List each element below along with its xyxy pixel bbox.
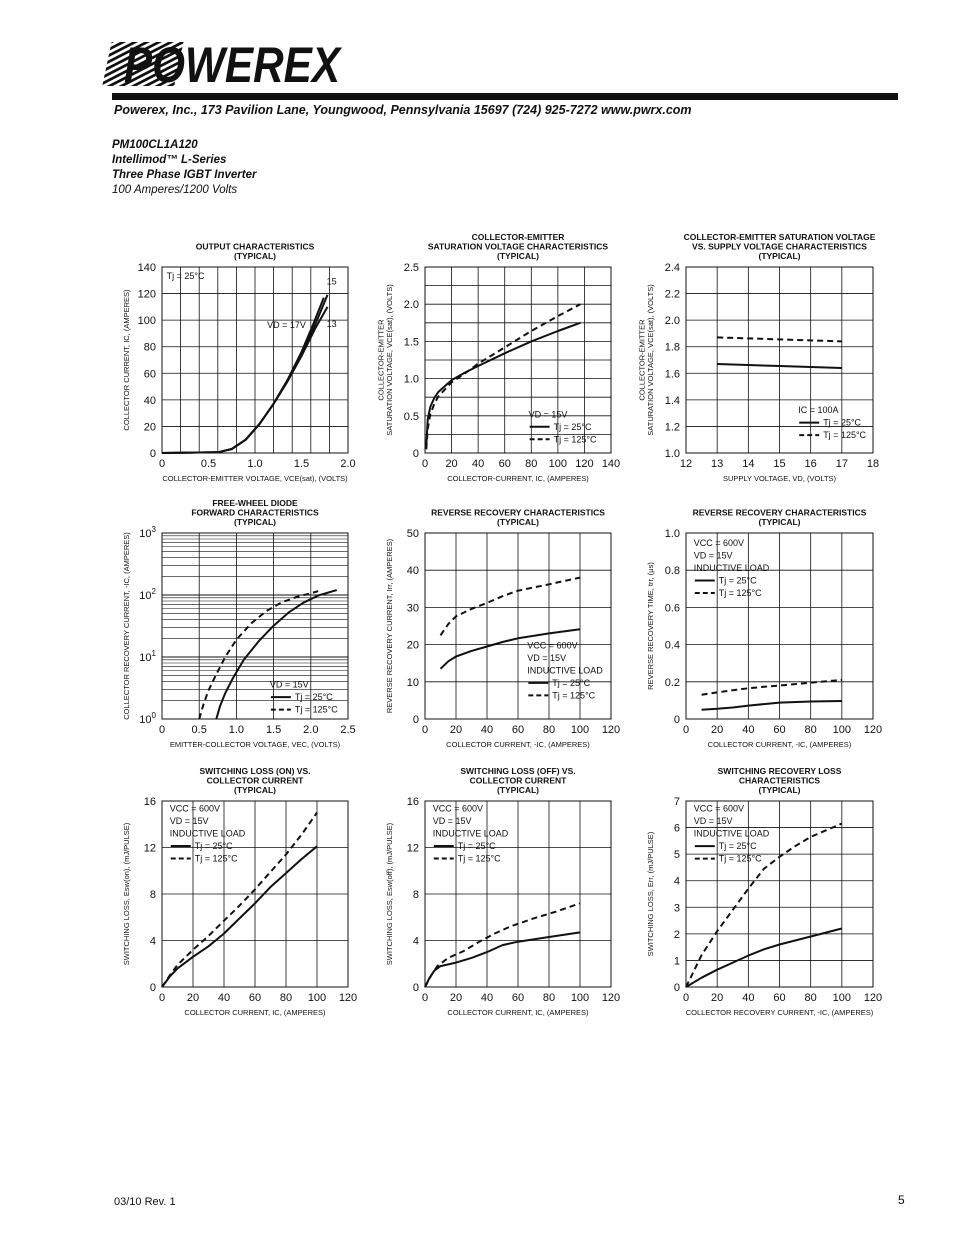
x-tick-label: 80 [804,992,817,1004]
series-name: Intellimod™ L-Series [112,154,227,166]
y-tick-label: 0 [673,982,680,994]
legend-text: VCC = 600V [693,803,745,814]
x-tick-label: 2.0 [303,724,319,736]
x-tick-label: 40 [480,992,494,1004]
x-tick-label: 40 [742,724,755,736]
x-tick-label: 13 [711,458,724,470]
x-axis-label: COLLECTOR CURRENT, IC, (AMPERES) [447,1008,589,1017]
x-tick-label: 2.5 [340,724,356,736]
y-tick-label: 2 [673,928,680,941]
chart-title: (TYPICAL) [233,785,277,795]
x-tick-label: 20 [711,992,724,1004]
chart-title: SWITCHING RECOVERY LOSS [717,766,842,776]
y-tick-label: $10^0$ [139,711,156,726]
legend-text: VCC = 600V [169,803,221,814]
y-tick-label: 10 [406,676,419,689]
x-tick-label: 100 [307,992,327,1004]
x-tick-label: 0 [421,458,429,470]
x-tick-label: 20 [711,724,724,736]
x-tick-label: 120 [575,458,594,470]
y-tick-label: 3 [673,902,680,915]
legend-text: IC = 100A [798,405,839,416]
y-tick-label: 7 [673,796,680,808]
legend-text: VD = 15V [269,679,309,690]
legend-text: Tj = 25°C [553,421,592,432]
x-tick-label: 1.5 [265,724,282,736]
y-axis-label: COLLECTOR-EMITTER [637,319,647,401]
y-tick-label: 0.6 [664,602,680,615]
y-tick-label: 16 [406,796,419,808]
chart-title: CHARACTERISTICS [738,775,821,786]
legend-text: Tj = 25°C [457,840,496,851]
y-tick-label: 20 [406,639,419,652]
rating: 100 Amperes/1200 Volts [112,184,238,196]
legend-text: VCC = 600V [527,640,578,651]
x-tick-label: 16 [804,458,817,470]
y-tick-exponent: 3 [151,525,156,534]
y-tick-label: 5 [673,849,680,862]
y-tick-label: 0.4 [664,639,680,652]
series-line-dashed [441,578,581,636]
y-tick-label: 30 [406,602,419,615]
y-tick-label: 40 [406,565,419,578]
chart-c5 [385,508,620,750]
x-tick-label: 100 [570,724,590,736]
x-tick-label: 1.5 [293,458,310,470]
x-tick-label: 40 [742,992,755,1004]
legend-text: Tj = 125°C [194,853,238,864]
x-tick-label: 0.5 [200,458,217,470]
chart-title: (TYPICAL) [496,251,540,261]
series-line-dashed [686,824,842,987]
x-tick-label: 120 [338,992,358,1004]
y-axis-label: SWITCHING LOSS, Err, (mJ/PULSE) [646,831,655,957]
x-tick-label: 60 [511,992,525,1004]
x-tick-label: 20 [449,992,463,1004]
y-tick-exponent: 2 [151,587,156,596]
chart-c2 [377,232,621,483]
legend-text: INDUCTIVE LOAD [527,665,603,676]
y-tick-label: 12 [143,842,156,855]
series-line-solid [162,846,317,987]
page-number: 5 [898,1193,905,1207]
y-tick-label: 1.4 [664,394,680,407]
y-axis-label: COLLECTOR RECOVERY CURRENT, -IC, (AMPERES) [122,532,131,720]
y-tick-label: 2.0 [403,299,419,312]
company-address: Powerex, Inc., 173 Pavilion Lane, Youngwood, Pennsylvania 15697 (724) 925-7272 www.pwrx.com [114,103,692,117]
series-line-solid [686,929,842,988]
y-tick-label: 120 [137,288,156,301]
x-tick-label: 100 [832,724,852,736]
chart-title: (TYPICAL) [233,517,277,527]
product-name: Three Phase IGBT Inverter [112,169,257,181]
y-tick-label: 0 [412,448,419,460]
x-tick-label: 0.5 [191,724,207,736]
x-axis-label: COLLECTOR CURRENT, IC, (AMPERES) [184,1008,326,1017]
legend-text: INDUCTIVE LOAD [169,828,246,839]
y-tick-label: 4 [412,935,419,948]
chart-title: REVERSE RECOVERY CHARACTERISTICS [431,507,605,518]
x-tick-label: 60 [511,724,525,736]
y-axis-label: REVERSE RECOVERY TIME, trr, (μs) [646,562,655,690]
x-tick-label: 60 [773,724,786,736]
legend-text: INDUCTIVE LOAD [693,828,770,839]
y-tick-label: 2.0 [664,315,680,328]
x-tick-label: 12 [679,458,693,470]
revision: 03/10 Rev. 1 [114,1196,176,1208]
x-tick-label: 120 [863,724,883,736]
x-tick-label: 0 [421,992,429,1004]
chart-c4 [122,498,356,749]
x-axis-label: SUPPLY VOLTAGE, VD, (VOLTS) [722,474,837,483]
chart-title: (TYPICAL) [233,251,277,261]
y-tick-label: 0 [149,982,156,994]
chart-title: SWITCHING LOSS (ON) VS. [199,766,311,776]
y-tick-label: 4 [149,935,156,948]
y-tick-label: 0 [412,714,419,726]
x-tick-label: 20 [445,458,458,470]
annotation: 15 [326,276,337,287]
x-tick-label: 0 [158,458,166,470]
chart-title: COLLECTOR CURRENT [469,775,567,786]
x-tick-label: 80 [542,992,556,1004]
chart-c3 [638,232,880,483]
x-tick-label: 2.0 [340,458,356,470]
legend-text: Tj = 125°C [553,434,597,445]
chart-title: (TYPICAL) [758,785,801,795]
chart-title: COLLECTOR-EMITTER SATURATION VOLTAGE [683,232,876,242]
y-tick-label: 80 [143,341,156,354]
chart-c7 [122,766,357,1017]
legend-text: Tj = 125°C [718,853,762,864]
x-tick-label: 140 [601,458,621,470]
series-line-dashed [162,813,317,987]
chart-c6 [646,508,882,750]
annotation: Tj = 25°C [166,270,205,281]
y-tick-label: 2.4 [664,262,680,274]
x-tick-label: 60 [248,992,262,1004]
chart-title: SATURATION VOLTAGE CHARACTERISTICS [427,241,609,252]
y-tick-label: 20 [143,421,156,434]
y-axis-label: SATURATION VOLTAGE, VCE(sat), (VOLTS) [646,284,655,436]
y-tick-label: 1.5 [403,336,419,349]
chart-c9 [646,766,882,1017]
y-axis-label: REVERSE RECOVERY CURRENT, Irr, (AMPERES) [385,538,394,714]
chart-title: (TYPICAL) [496,785,540,795]
x-tick-label: 80 [525,458,538,470]
y-tick-label: 0.2 [664,676,680,689]
x-axis-label: COLLECTOR RECOVERY CURRENT, -IC, (AMPERES) [685,1008,874,1017]
y-tick-label: 1.0 [403,373,419,386]
x-tick-label: 1.0 [247,458,263,470]
y-tick-label: 1.0 [664,448,680,460]
y-tick-label: 16 [143,796,156,808]
x-tick-label: 0 [158,724,166,736]
legend-text: Tj = 25°C [552,677,591,688]
legend-text: Tj = 125°C [718,588,762,599]
x-axis-label: COLLECTOR-CURRENT, IC, (AMPERES) [447,474,589,483]
legend-text: VD = 15V [169,815,209,826]
x-tick-label: 0 [682,724,690,736]
x-tick-label: 80 [542,724,556,736]
x-tick-label: 80 [804,724,817,736]
x-tick-label: 0 [682,992,690,1004]
legend-text: Tj = 125°C [552,690,596,701]
x-tick-label: 0 [421,724,429,736]
y-axis-label: COLLECTOR CURRENT, IC, (AMPERES) [122,289,131,431]
y-tick-exponent: 1 [151,649,156,658]
y-tick-label: 2.5 [403,262,419,274]
y-axis-label: SATURATION VOLTAGE, VCE(sat), (VOLTS) [385,284,394,436]
y-tick-exponent: 0 [151,711,156,720]
y-tick-label: 2.2 [664,288,680,301]
y-tick-label: 8 [149,889,156,901]
chart-title: COLLECTOR-EMITTER [471,232,565,242]
legend-text: Tj = 25°C [194,840,233,851]
x-tick-label: 80 [279,992,293,1004]
y-tick-label: 0.5 [403,410,419,423]
y-tick-label: $10^2$ [139,587,156,602]
x-tick-label: 15 [773,458,786,470]
x-axis-label: COLLECTOR CURRENT, -IC, (AMPERES) [707,740,852,749]
series-line-solid [702,701,842,710]
chart-title: (TYPICAL) [758,251,801,261]
annotation: 13 [326,318,337,329]
y-tick-label: 60 [143,368,156,381]
y-tick-label: 1.8 [664,341,680,354]
legend-text: VD = 15V [693,550,733,561]
chart-title: (TYPICAL) [496,517,540,527]
series-line-solid [162,295,328,453]
chart-c8 [385,766,620,1017]
legend-text: INDUCTIVE LOAD [693,563,770,574]
plot-frame [162,533,348,719]
x-tick-label: 40 [480,724,494,736]
chart-title: FREE-WHEEL DIODE [212,498,298,508]
y-tick-label: 1.2 [664,421,680,434]
chart-title: SWITCHING LOSS (OFF) VS. [460,766,576,776]
legend-text: Tj = 25°C [823,417,862,428]
chart-title: VS. SUPPLY VOLTAGE CHARACTERISTICS [692,241,867,252]
legend-text: Tj = 125°C [294,704,338,715]
y-tick-label: 0 [149,448,156,460]
x-axis-label: COLLECTOR CURRENT, -IC, (AMPERES) [446,740,590,749]
y-tick-label: 1.6 [664,368,680,381]
y-tick-label: 0 [673,714,680,726]
x-tick-label: 1.0 [228,724,245,736]
x-tick-label: 0 [158,992,166,1004]
legend-text: Tj = 25°C [718,841,757,852]
x-tick-label: 120 [601,992,621,1004]
x-tick-label: 40 [217,992,231,1004]
chart-title: (TYPICAL) [758,517,801,527]
x-tick-label: 100 [832,992,852,1004]
legend-text: Tj = 125°C [823,430,867,441]
y-tick-label: 0.8 [664,565,680,578]
x-tick-label: 14 [742,458,755,470]
y-tick-label: 8 [412,889,419,901]
legend-text: VCC = 600V [693,538,745,549]
chart-title: COLLECTOR CURRENT [206,775,304,786]
y-axis-label: COLLECTOR-EMITTER [376,319,386,401]
x-tick-label: 40 [472,458,485,470]
chart-c1 [122,242,356,484]
x-axis-label: EMITTER-COLLECTOR VOLTAGE, VEC, (VOLTS) [169,740,341,749]
chart-title: OUTPUT CHARACTERISTICS [195,241,315,252]
y-tick-label: 0 [412,982,419,994]
x-tick-label: 100 [570,992,590,1004]
legend-text: Tj = 25°C [718,575,757,586]
x-tick-label: 120 [601,724,621,736]
legend-text: VD = 15V [527,652,567,663]
legend-text: VD = 15V [432,815,472,826]
x-axis-label: COLLECTOR-EMITTER VOLTAGE, VCE(sat), (VOLTS) [162,474,348,483]
x-tick-label: 120 [863,992,883,1004]
legend-text: VD = 15V [528,409,568,420]
legend-text: VCC = 600V [432,803,484,814]
x-tick-label: 20 [449,724,463,736]
y-tick-label: 100 [137,315,156,328]
svg-text:POWEREX: POWEREX [124,37,343,93]
chart-title: FORWARD CHARACTERISTICS [191,507,319,518]
x-tick-label: 17 [835,458,848,470]
x-tick-label: 60 [498,458,511,470]
y-tick-label: $10^1$ [139,649,156,664]
legend-text: Tj = 25°C [294,692,333,703]
x-tick-label: 60 [773,992,786,1004]
y-axis-label: SWITCHING LOSS, Esw(on), (mJ/PULSE) [122,822,131,966]
y-tick-label: 1.0 [664,528,680,540]
chart-title: REVERSE RECOVERY CHARACTERISTICS [692,507,867,518]
x-tick-label: 100 [548,458,568,470]
y-tick-label: 12 [406,842,419,855]
y-tick-label: 1 [673,955,680,968]
y-tick-label: 50 [406,528,419,540]
y-tick-label: 140 [137,262,156,274]
part-number: PM100CL1A120 [112,139,198,151]
annotation: VD = 17V [267,320,306,331]
y-axis-label: SWITCHING LOSS, Esw(off), (mJ/PULSE) [385,822,394,966]
legend-text: VD = 15V [693,816,733,827]
y-tick-label: 40 [143,394,156,407]
y-tick-label: 6 [673,822,680,835]
y-tick-label: 4 [673,875,680,888]
x-tick-label: 20 [186,992,200,1004]
legend-text: Tj = 125°C [457,853,501,864]
y-tick-label: $10^3$ [139,525,156,540]
x-tick-label: 18 [866,458,880,470]
legend-text: INDUCTIVE LOAD [432,828,509,839]
